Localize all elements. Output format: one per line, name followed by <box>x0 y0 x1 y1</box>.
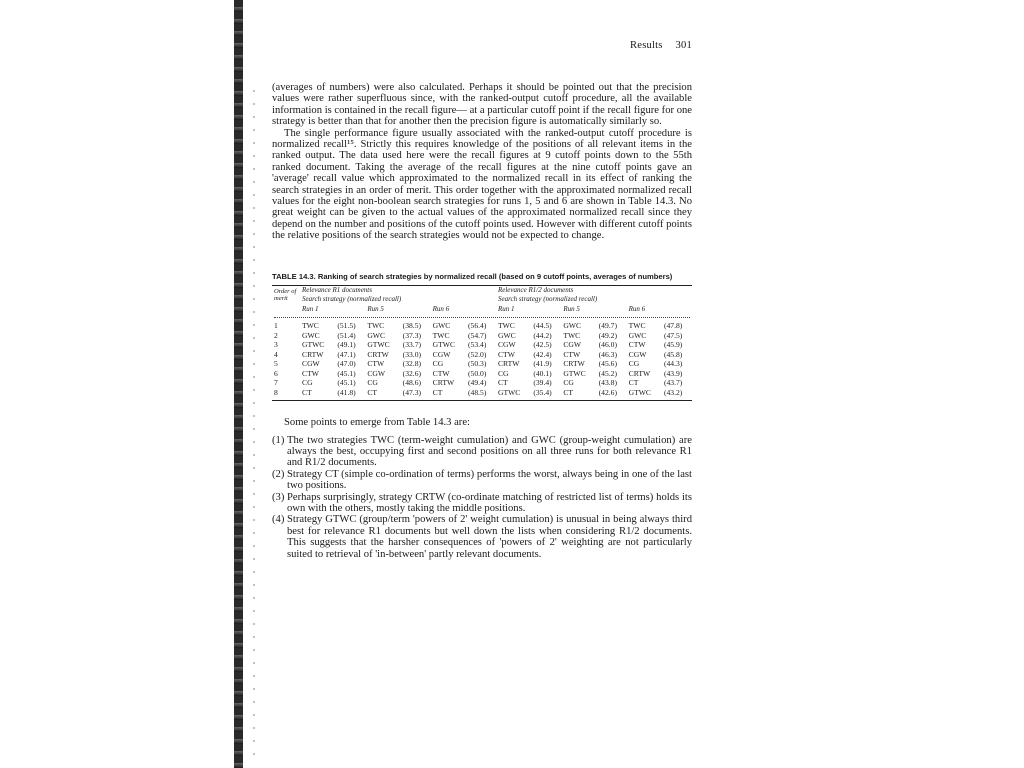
list-item-number: (3) <box>272 491 285 503</box>
recall-cell: (35.4) <box>533 387 552 397</box>
recall-cell: (42.5) <box>533 340 552 350</box>
order-cell: 2 <box>274 330 278 340</box>
recall-cell: (41.9) <box>533 359 552 369</box>
list-item <box>272 514 692 560</box>
strategy-cell: CTW <box>628 340 646 350</box>
strategy-cell: CRTW <box>432 378 455 388</box>
run-header: Run 5 <box>367 304 384 313</box>
strategy-cell: CT <box>628 378 639 388</box>
page-number: 301 <box>675 40 692 51</box>
recall-cell: (47.5) <box>663 330 683 340</box>
strategy-cell: CTW <box>302 368 319 378</box>
scan-margin-marks <box>253 90 255 760</box>
strategy-cell: GWC <box>367 330 386 340</box>
strategy-cell: CT <box>497 378 508 388</box>
strategy-cell: TWC <box>628 321 646 331</box>
recall-cell: (51.4) <box>337 330 356 340</box>
recall-cell: (44.3) <box>663 359 683 369</box>
list-item <box>272 469 692 492</box>
strategy-cell: CT <box>432 387 443 397</box>
strategy-cell: CGW <box>432 349 451 359</box>
strategy-cell: GTWC <box>628 387 651 397</box>
run-header: Run 1 <box>302 304 319 313</box>
table-row <box>272 359 692 369</box>
strategy-cell: CGW <box>302 359 320 369</box>
order-cell: 6 <box>274 368 278 378</box>
strategy-cell: CG <box>628 359 640 369</box>
strategy-cell: GWC <box>302 330 320 340</box>
recall-cell: (48.5) <box>468 387 487 397</box>
recall-cell: (47.0) <box>337 359 356 369</box>
table-bottom-rule <box>272 400 692 401</box>
table-14-3 <box>272 272 692 402</box>
order-cell: 4 <box>274 349 278 359</box>
recall-cell: (45.1) <box>337 368 356 378</box>
recall-cell: (54.7) <box>468 330 487 340</box>
strategy-cell: CGW <box>367 368 386 378</box>
order-cell: 8 <box>274 387 278 397</box>
strategy-cell: CG <box>367 378 378 388</box>
strategy-cell: CG <box>563 378 574 388</box>
group-r1-header: Relevance R1 documents <box>302 285 372 294</box>
book-page <box>272 40 692 560</box>
recall-cell: (42.6) <box>598 387 618 397</box>
strategy-cell: CRTW <box>367 349 389 359</box>
strategy-cell: TWC <box>497 321 515 331</box>
strategy-cell: CG <box>432 359 444 369</box>
strategy-cell: CG <box>497 368 509 378</box>
strategy-cell: GTWC <box>497 387 521 397</box>
recall-cell: (52.0) <box>468 349 487 359</box>
recall-cell: (50.3) <box>468 359 487 369</box>
strategy-cell: GWC <box>563 321 582 331</box>
subheader-r12: Search strategy (normalized recall) <box>497 295 598 304</box>
strategy-cell: GTWC <box>432 340 456 350</box>
recall-cell: (42.4) <box>533 349 552 359</box>
recall-cell: (49.2) <box>598 330 618 340</box>
paragraph-normalized-recall: The single performance figure usually associated with the ranked-output cutoff procedure is normalized recall¹⁵. Strictly this requires knowledge of the positions of all relevant items in the ranked output. The data used here were the recall figures at 9 cutoff points down to the 55th ranked document. Taking the average of the recall figures at the nine cutoff points gave an 'average' recall value which approximated to the normalized recall in its effect of ranking the search strategies in an order of merit. This order together with the approximated normalized recall values for the eight non-boolean search strategies for runs 1, 5 and 6 are shown in Table 14.3. No great weight can be given to the actual values of the approximated normalized recall since they depend on the number and positions of the cutoff points used. However with different cutoff points the relative positions of the search strategies would not be expected to change. <box>272 127 692 242</box>
running-head <box>272 40 692 54</box>
recall-cell: (47.8) <box>663 321 683 331</box>
list-item-number: (1) <box>272 434 285 446</box>
strategy-cell: CRTW <box>563 359 585 369</box>
recall-cell: (43.8) <box>598 378 618 388</box>
table-row <box>272 331 692 341</box>
recall-cell: (38.5) <box>402 321 422 331</box>
recall-cell: (49.7) <box>598 321 618 331</box>
recall-cell: (49.4) <box>468 378 487 388</box>
group-r12-header: Relevance R1/2 documents <box>497 285 574 294</box>
recall-cell: (53.4) <box>468 340 487 350</box>
strategy-cell: TWC <box>563 330 581 340</box>
recall-cell: (33.7) <box>402 340 422 350</box>
list-item-number: (4) <box>272 514 285 526</box>
recall-cell: (33.0) <box>402 349 422 359</box>
run-header: Run 6 <box>432 304 450 313</box>
list-item <box>272 492 692 515</box>
strategy-cell: GWC <box>497 330 516 340</box>
strategy-cell: TWC <box>302 321 319 331</box>
strategy-cell: CGW <box>563 340 582 350</box>
recall-cell: (46.0) <box>598 340 618 350</box>
table-row <box>272 369 692 379</box>
recall-cell: (49.1) <box>337 340 356 350</box>
run-header: Run 1 <box>497 304 515 313</box>
running-head-section: Results <box>630 40 663 51</box>
strategy-cell: GWC <box>628 330 647 340</box>
recall-cell: (43.7) <box>663 378 683 388</box>
recall-cell: (48.6) <box>402 378 422 388</box>
order-cell: 1 <box>274 321 278 331</box>
list-item-text: Perhaps surprisingly, strategy CRTW (co-ordinate matching of restricted list of terms) holds its own with the others, mostly taking the middle positions. <box>287 491 692 515</box>
recall-cell: (45.6) <box>598 359 618 369</box>
list-item <box>272 435 692 469</box>
recall-cell: (44.5) <box>533 321 552 331</box>
scan-binding-edge <box>234 0 243 768</box>
recall-cell: (56.4) <box>468 321 487 331</box>
strategy-cell: GTWC <box>302 340 325 350</box>
strategy-cell: GTWC <box>367 340 390 350</box>
list-item-text: Strategy CT (simple co-ordination of terms) performs the worst, always being in one of the last two positions. <box>287 468 692 492</box>
ranking-table <box>272 286 692 398</box>
recall-cell: (32.8) <box>402 359 422 369</box>
recall-cell: (43.9) <box>663 368 683 378</box>
strategy-cell: CGW <box>497 340 516 350</box>
strategy-cell: CT <box>563 387 574 397</box>
strategy-cell: CTW <box>497 349 515 359</box>
run-header: Run 5 <box>563 304 580 313</box>
paragraph-continuation: (averages of numbers) were also calculated. Perhaps it should be pointed out that the precision values were rather superfluous since, with the ranked-output cutoff procedure, all the available information is contained in the recall figure— at a particular cutoff point if the recall figure for one strategy is better than that for another then the precision figure is automatically similarly so. <box>272 82 692 128</box>
run-header: Run 6 <box>628 304 646 313</box>
order-cell: 5 <box>274 359 278 369</box>
order-cell: 3 <box>274 340 278 350</box>
recall-cell: (45.9) <box>663 340 683 350</box>
recall-cell: (47.3) <box>402 387 422 397</box>
strategy-cell: CTW <box>563 349 581 359</box>
recall-cell: (37.3) <box>402 330 422 340</box>
list-item-text: The two strategies TWC (term-weight cumulation) and GWC (group-weight cumulation) are always the best, occupying first and second positions on all three runs for both relevance R1 and R1/2 documents. <box>287 434 692 469</box>
recall-cell: (46.3) <box>598 349 618 359</box>
table-row <box>272 378 692 388</box>
table-row <box>272 340 692 350</box>
recall-cell: (45.2) <box>598 368 618 378</box>
order-header: Order of merit <box>274 288 297 303</box>
recall-cell: (50.0) <box>468 368 487 378</box>
strategy-cell: GTWC <box>563 368 586 378</box>
subheader-r1: Search strategy (normalized recall) <box>302 295 402 304</box>
order-cell: 7 <box>274 378 278 388</box>
table-row <box>272 388 692 398</box>
strategy-cell: CRTW <box>497 359 520 369</box>
points-intro: Some points to emerge from Table 14.3 are: <box>284 417 470 429</box>
recall-cell: (32.6) <box>402 368 422 378</box>
recall-cell: (51.5) <box>337 321 356 331</box>
strategy-cell: CTW <box>432 368 450 378</box>
table-row <box>272 321 692 331</box>
list-item-number: (2) <box>272 468 285 480</box>
recall-cell: (47.1) <box>337 349 356 359</box>
points-list <box>272 435 692 560</box>
list-item-text: Strategy GTWC (group/term 'powers of 2' weight cumulation) is unusual in being always third best for relevance R1 documents but well down the lists when considering R1/2 documents. This suggests that the harsher consequences of 'powers of 2' weighting are not particularly suited to retrieval of 'in-between' partly relevant documents. <box>287 514 692 560</box>
strategy-cell: CRTW <box>302 349 324 359</box>
recall-cell: (43.2) <box>663 387 683 397</box>
strategy-cell: TWC <box>432 330 450 340</box>
strategy-cell: TWC <box>367 321 385 331</box>
recall-cell: (39.4) <box>533 378 552 388</box>
recall-cell: (40.1) <box>533 368 552 378</box>
strategy-cell: GWC <box>432 321 451 331</box>
recall-cell: (45.1) <box>337 378 356 388</box>
strategy-cell: CRTW <box>628 368 651 378</box>
strategy-cell: CGW <box>628 349 647 359</box>
table-caption: TABLE 14.3. Ranking of search strategies by normalized recall (based on 9 cutoff points, averages of numbers) <box>272 271 673 281</box>
recall-cell: (44.2) <box>533 330 552 340</box>
table-header-rule <box>274 317 690 318</box>
strategy-cell: CT <box>302 387 312 397</box>
recall-cell: (41.8) <box>337 387 356 397</box>
strategy-cell: CT <box>367 387 378 397</box>
strategy-cell: CTW <box>367 359 385 369</box>
strategy-cell: CG <box>302 378 313 388</box>
recall-cell: (45.8) <box>663 349 683 359</box>
table-row <box>272 350 692 360</box>
